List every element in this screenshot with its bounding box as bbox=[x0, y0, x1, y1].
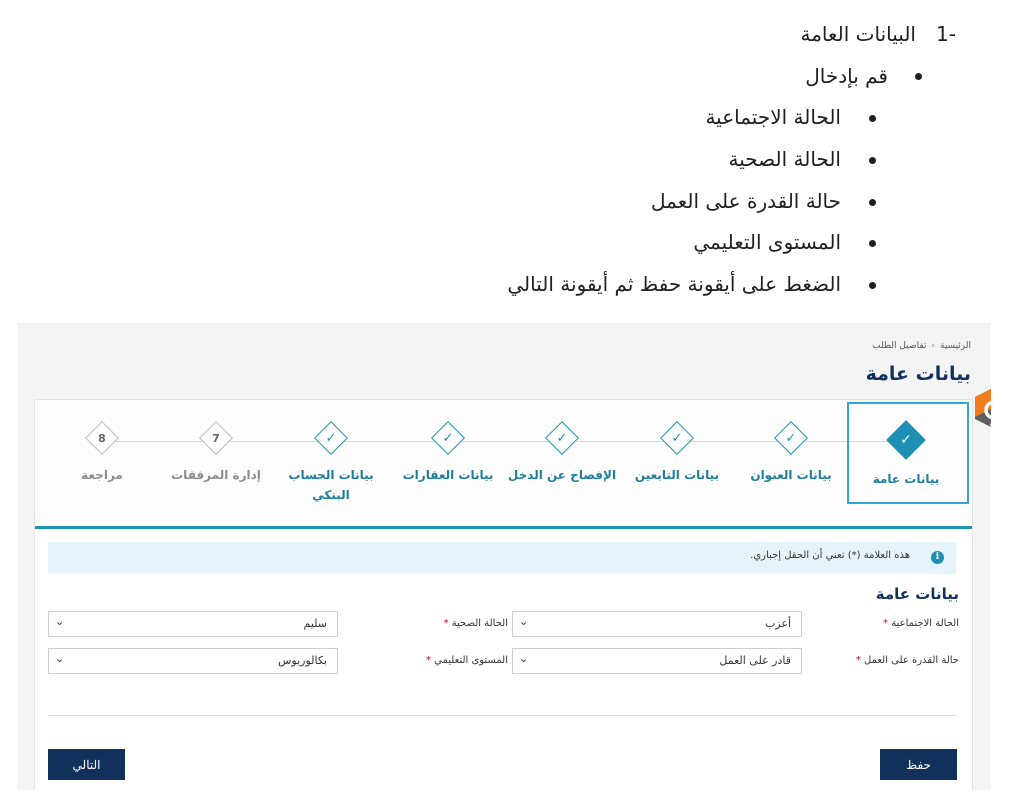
chevron-down-icon: ⌄ bbox=[55, 615, 65, 628]
step-marker bbox=[431, 421, 465, 455]
step-label: مراجعة bbox=[81, 468, 123, 482]
step-label: بيانات عامة bbox=[872, 472, 940, 486]
instruction-heading: البيانات العامة -1 bbox=[800, 22, 956, 46]
bullet-icon bbox=[915, 73, 922, 80]
marital-status-select[interactable] bbox=[512, 611, 802, 637]
chevron-down-icon: ⌄ bbox=[519, 615, 529, 628]
instruction-document bbox=[0, 0, 1016, 316]
education-level-value: بكالوريوس bbox=[277, 654, 327, 667]
education-level-select[interactable] bbox=[48, 648, 338, 674]
check-icon: ✓ bbox=[442, 430, 454, 446]
breadcrumb-current: تفاصيل الطلب bbox=[872, 341, 927, 351]
chevron-down-icon: ⌄ bbox=[519, 652, 529, 665]
check-icon: ✓ bbox=[671, 430, 683, 446]
step-label: بيانات العقارات bbox=[402, 468, 494, 482]
breadcrumb-home[interactable]: الرئيسية bbox=[940, 341, 971, 351]
step-review[interactable] bbox=[47, 426, 157, 485]
step-dependents-data[interactable] bbox=[622, 426, 732, 485]
step-marker bbox=[85, 421, 119, 455]
bullet-icon bbox=[869, 157, 876, 164]
step-label: إدارة المرفقات bbox=[171, 468, 261, 482]
work-ability-select[interactable] bbox=[512, 648, 802, 674]
bullet-icon bbox=[869, 199, 876, 206]
form-card bbox=[34, 399, 973, 790]
breadcrumb-separator: › bbox=[931, 341, 935, 351]
breadcrumb bbox=[872, 341, 971, 351]
instruction-item: الحالة الاجتماعية bbox=[705, 105, 841, 129]
step-label: بيانات العنوان bbox=[750, 468, 832, 482]
required-asterisk: * bbox=[855, 655, 861, 666]
check-icon: ✓ bbox=[325, 430, 337, 446]
check-icon: ✓ bbox=[900, 432, 912, 448]
step-real-estate-data[interactable] bbox=[393, 426, 503, 485]
step-label: بيانات التابعين bbox=[634, 468, 720, 482]
required-asterisk: * bbox=[425, 655, 431, 666]
page-title: بيانات عامة bbox=[865, 363, 971, 385]
info-icon: i bbox=[931, 551, 944, 564]
instruction-item: الضغط على أيقونة حفظ ثم أيقونة التالي bbox=[507, 272, 841, 296]
chevron-down-icon: ⌄ bbox=[55, 652, 65, 665]
marital-status-value: أعزب bbox=[764, 617, 791, 630]
work-ability-value: قادر على العمل bbox=[719, 654, 791, 667]
health-status-select[interactable] bbox=[48, 611, 338, 637]
step-address-data[interactable] bbox=[736, 426, 846, 485]
bullet-icon bbox=[869, 240, 876, 247]
step-marker bbox=[314, 421, 348, 455]
instruction-item: حالة القدرة على العمل bbox=[651, 189, 841, 213]
active-step-highlight bbox=[847, 402, 969, 504]
step-marker bbox=[545, 421, 579, 455]
bullet-icon bbox=[869, 282, 876, 289]
health-status-label: الحالة الصحية * bbox=[443, 618, 508, 629]
section-title: بيانات عامة bbox=[875, 585, 959, 603]
step-marker bbox=[199, 421, 233, 455]
health-status-value: سليم bbox=[303, 617, 327, 630]
marital-status-label: الحالة الاجتماعية * bbox=[883, 618, 959, 629]
step-number: 8 bbox=[98, 431, 106, 445]
work-ability-label: حالة القدرة على العمل * bbox=[855, 655, 959, 666]
step-income-disclosure[interactable] bbox=[507, 426, 617, 485]
heading-number: -1 bbox=[936, 22, 956, 46]
instruction-item: الحالة الصحية bbox=[728, 147, 841, 171]
step-label: الإفصاح عن الدخل bbox=[507, 468, 617, 482]
form-divider bbox=[48, 715, 956, 716]
wizard-steps bbox=[35, 400, 972, 529]
step-marker bbox=[774, 421, 808, 455]
required-asterisk: * bbox=[883, 618, 889, 629]
step-label: بيانات الحساب البنكي bbox=[288, 468, 374, 502]
instruction-item: المستوى التعليمي bbox=[693, 230, 841, 254]
step-attachments-management[interactable] bbox=[161, 426, 271, 485]
step-bank-account-data[interactable] bbox=[279, 426, 383, 505]
step-number: 7 bbox=[212, 431, 220, 445]
check-icon: ✓ bbox=[785, 430, 797, 446]
save-button[interactable]: حفظ bbox=[880, 749, 957, 780]
education-level-label: المستوى التعليمي * bbox=[425, 655, 508, 666]
next-button[interactable]: التالي bbox=[48, 749, 125, 780]
application-screenshot bbox=[17, 323, 991, 790]
notice-text: هذه العلامة (*) تعني أن الحقل إجباري. bbox=[750, 550, 910, 561]
instruction-intro: قم بإدخال bbox=[805, 64, 888, 88]
bullet-icon bbox=[869, 115, 876, 122]
logo-icon bbox=[971, 387, 991, 429]
required-asterisk: * bbox=[443, 618, 449, 629]
check-icon: ✓ bbox=[556, 430, 568, 446]
step-marker bbox=[660, 421, 694, 455]
required-fields-notice bbox=[48, 542, 956, 574]
